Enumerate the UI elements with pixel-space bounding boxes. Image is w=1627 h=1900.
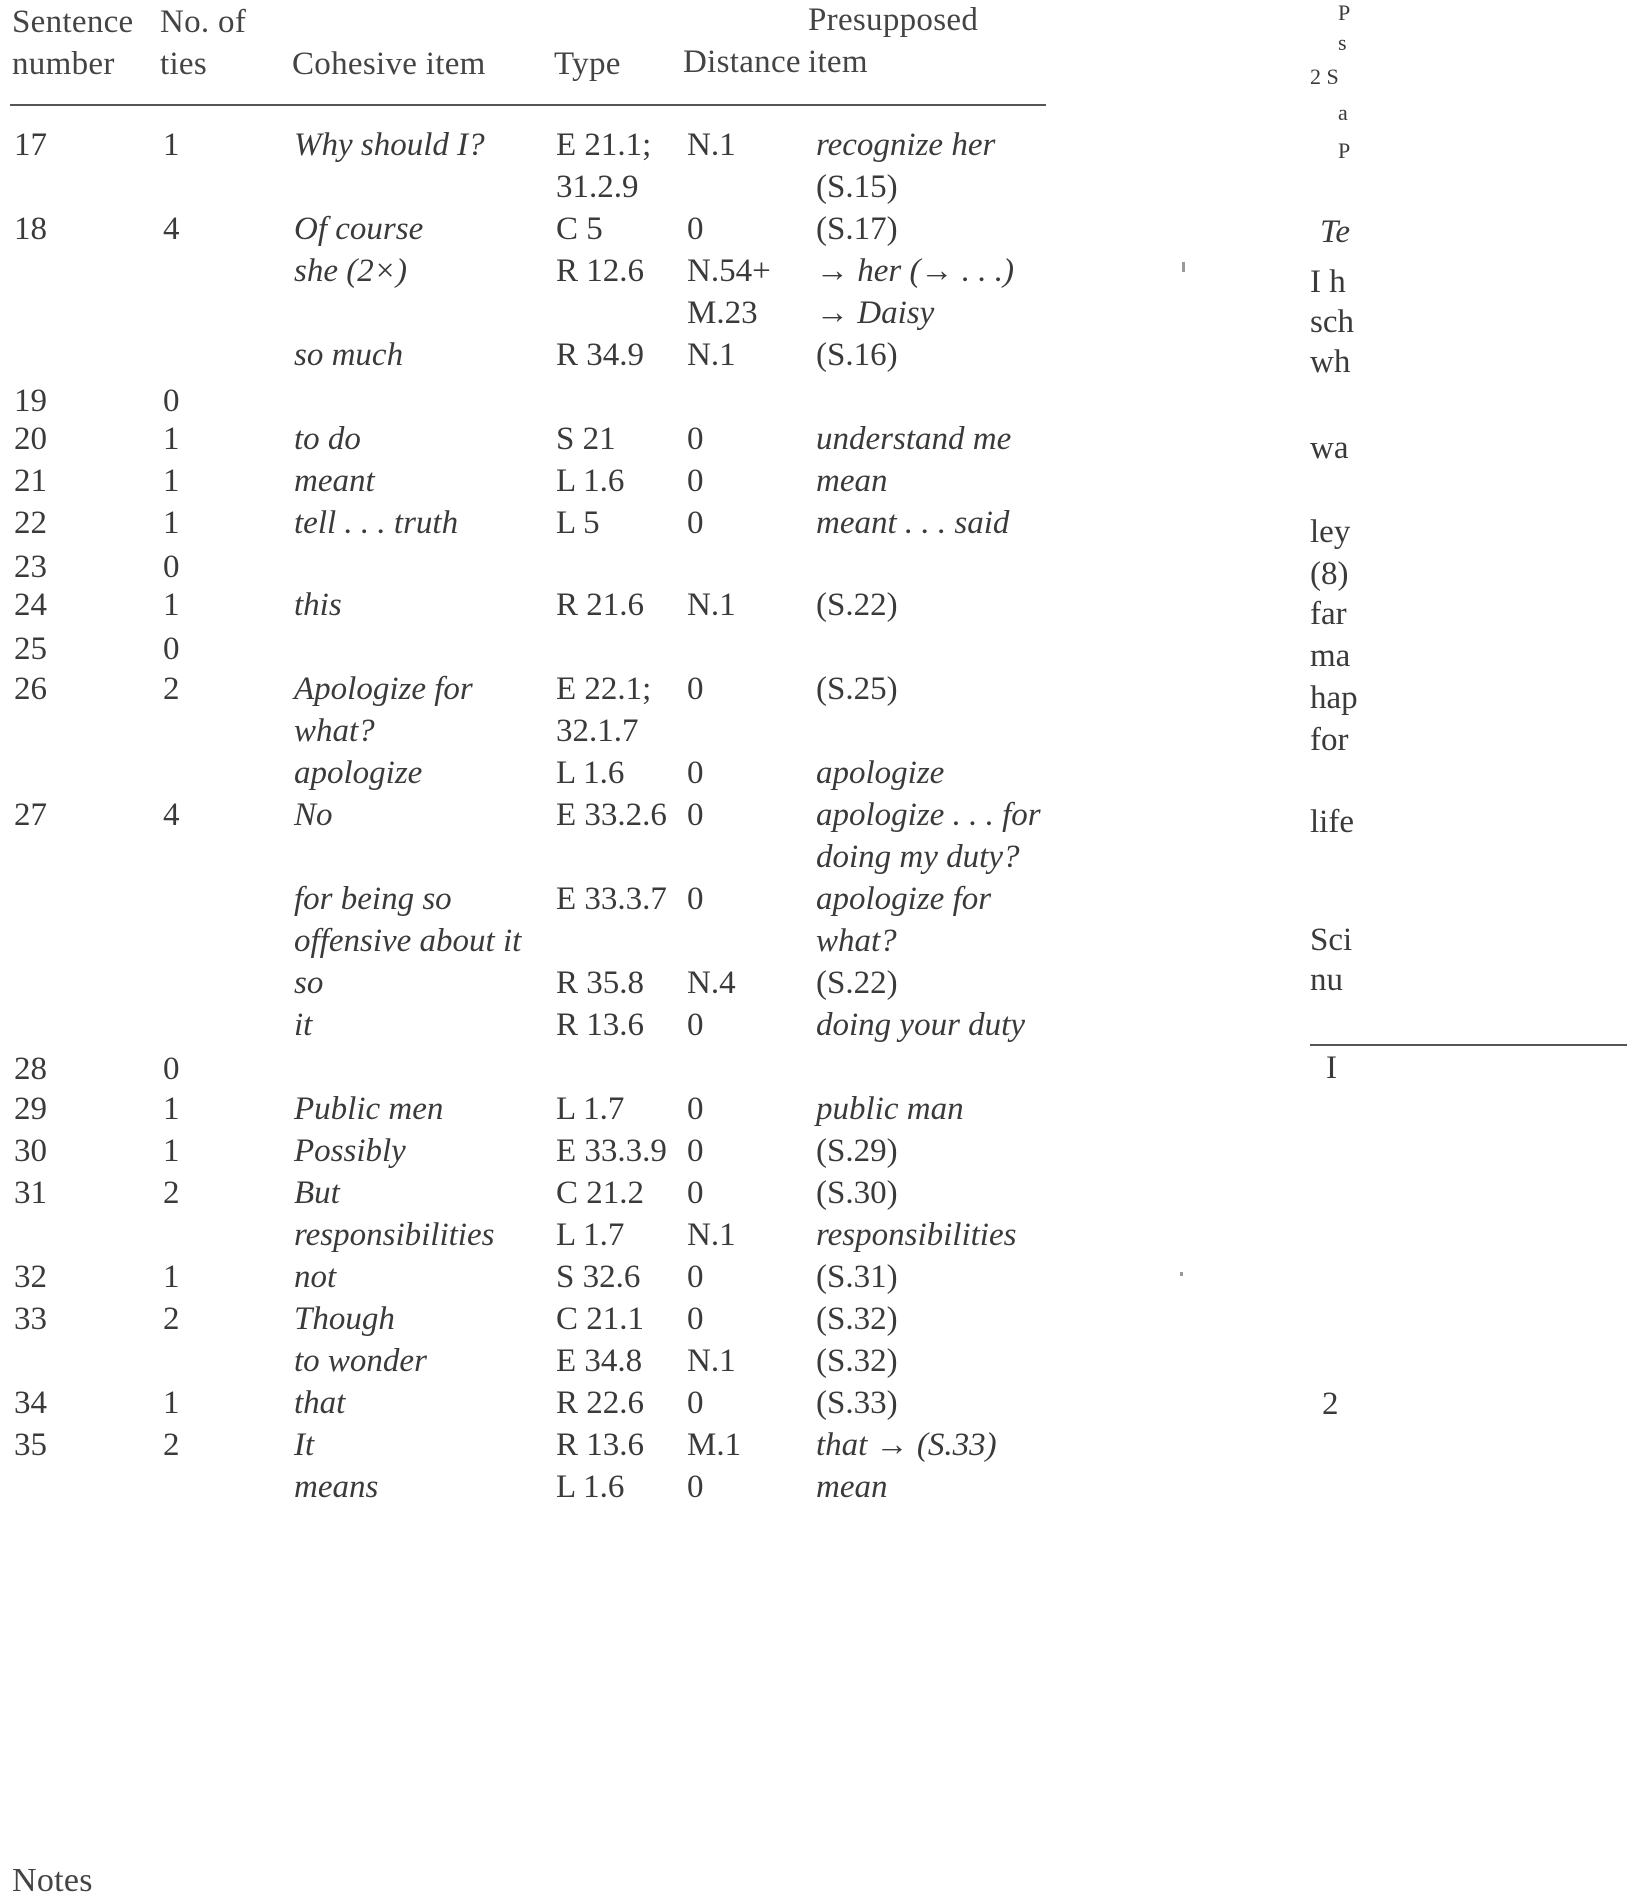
cell-cohesive-item: this [294, 587, 342, 623]
cell-presupposed-item: recognize her [816, 127, 996, 163]
cell-sentence-number: 35 [14, 1427, 47, 1463]
adjacent-page-text: sch [1310, 304, 1354, 340]
cell-type: E 33.3.9 [556, 1133, 667, 1169]
cell-type: E 33.3.7 [556, 881, 667, 917]
cell-cohesive-item: she (2×) [294, 253, 407, 289]
cell-distance: 0 [687, 1259, 704, 1295]
cell-presupposed-item: (S.30) [816, 1175, 898, 1211]
cell-cohesive-item: means [294, 1469, 379, 1505]
cell-type: L 1.7 [556, 1217, 625, 1253]
cell-presupposed-item: doing my duty? [816, 839, 1020, 875]
cell-type: E 34.8 [556, 1343, 643, 1379]
cell-presupposed-item: (S.29) [816, 1133, 898, 1169]
cell-sentence-number: 21 [14, 463, 47, 499]
cell-presupposed-item: (S.32) [816, 1301, 898, 1337]
cell-type: S 32.6 [556, 1259, 641, 1295]
cell-no-of-ties: 0 [163, 631, 180, 667]
cell-distance: 0 [687, 1175, 704, 1211]
adjacent-page-text: Te [1320, 214, 1350, 250]
cell-distance: 0 [687, 1007, 704, 1043]
cell-sentence-number: 17 [14, 127, 47, 163]
cell-sentence-number: 32 [14, 1259, 47, 1295]
cell-cohesive-item: No [294, 797, 333, 833]
cell-sentence-number: 28 [14, 1051, 47, 1087]
cell-cohesive-item: meant [294, 463, 375, 499]
cell-cohesive-item: responsibilities [294, 1217, 495, 1253]
cell-cohesive-item: so much [294, 337, 404, 373]
cell-type: R 12.6 [556, 253, 645, 289]
cell-cohesive-item: But [294, 1175, 340, 1211]
cell-type: L 1.6 [556, 1469, 625, 1505]
cell-no-of-ties: 1 [163, 421, 180, 457]
cell-no-of-ties: 4 [163, 211, 180, 247]
cell-distance: 0 [687, 505, 704, 541]
cell-distance: 0 [687, 211, 704, 247]
cell-cohesive-item: Of course [294, 211, 424, 247]
cell-type: S 21 [556, 421, 616, 457]
cell-type: R 35.8 [556, 965, 645, 1001]
cell-distance: M.23 [687, 295, 758, 331]
header-type: Type [554, 46, 621, 82]
cell-type: L 5 [556, 505, 600, 541]
cell-distance: N.1 [687, 1343, 736, 1379]
cell-type: E 33.2.6 [556, 797, 667, 833]
cell-presupposed-item: (S.15) [816, 169, 898, 205]
header-ties-2: ties [160, 46, 208, 82]
cell-sentence-number: 34 [14, 1385, 47, 1421]
cell-presupposed-item: (S.16) [816, 337, 898, 373]
cell-no-of-ties: 1 [163, 505, 180, 541]
cell-no-of-ties: 1 [163, 1385, 180, 1421]
cell-no-of-ties: 0 [163, 549, 180, 585]
cell-distance: 0 [687, 1133, 704, 1169]
cell-sentence-number: 31 [14, 1175, 47, 1211]
notes-heading: Notes [12, 1862, 93, 1899]
cell-type: R 21.6 [556, 587, 645, 623]
cell-distance: 0 [687, 463, 704, 499]
cell-sentence-number: 23 [14, 549, 47, 585]
cell-cohesive-item: for being so [294, 881, 452, 917]
cell-sentence-number: 26 [14, 671, 47, 707]
cell-type: C 21.2 [556, 1175, 645, 1211]
adjacent-page-text: a [1338, 100, 1348, 125]
adjacent-page-text: ma [1310, 638, 1351, 674]
cell-cohesive-item: to do [294, 421, 361, 457]
cell-presupposed-item: apologize . . . for [816, 797, 1041, 833]
adjacent-page-text: life [1310, 804, 1354, 840]
cell-cohesive-item: It [294, 1427, 315, 1463]
cell-distance: 0 [687, 1091, 704, 1127]
cell-distance: M.1 [687, 1427, 742, 1463]
cell-no-of-ties: 2 [163, 1175, 180, 1211]
cell-presupposed-item: responsibilities [816, 1217, 1017, 1253]
cell-cohesive-item: to wonder [294, 1343, 427, 1379]
cell-cohesive-item: so [294, 965, 324, 1001]
cell-cohesive-item: Apologize for [294, 671, 473, 707]
adjacent-page-rule [1310, 1044, 1627, 1046]
speck-mark [1180, 1272, 1183, 1276]
header-presupposed-1: Presupposed [808, 2, 979, 38]
cell-presupposed-item: apologize for [816, 881, 992, 917]
adjacent-page-text: Sci [1310, 922, 1353, 958]
cell-cohesive-item: offensive about it [294, 923, 522, 959]
cell-sentence-number: 27 [14, 797, 47, 833]
cell-cohesive-item: Public men [294, 1091, 444, 1127]
cell-cohesive-item: Possibly [294, 1133, 406, 1169]
cell-presupposed-item: mean [816, 1469, 888, 1505]
cell-distance: 0 [687, 1301, 704, 1337]
cell-distance: 0 [687, 797, 704, 833]
adjacent-page-text: wh [1310, 344, 1351, 380]
cell-sentence-number: 29 [14, 1091, 47, 1127]
cell-presupposed-item: public man [816, 1091, 964, 1127]
adjacent-page-text: for [1310, 722, 1349, 758]
adjacent-page-text: wa [1310, 430, 1349, 466]
cell-distance: N.4 [687, 965, 736, 1001]
cell-sentence-number: 19 [14, 383, 47, 419]
cell-sentence-number: 22 [14, 505, 47, 541]
cell-sentence-number: 20 [14, 421, 47, 457]
adjacent-page-text: I h [1310, 264, 1346, 300]
cell-distance: 0 [687, 1469, 704, 1505]
cell-no-of-ties: 0 [163, 383, 180, 419]
cell-cohesive-item: apologize [294, 755, 423, 791]
adjacent-page-text: I [1326, 1050, 1337, 1086]
cell-type: L 1.6 [556, 755, 625, 791]
adjacent-page-text: 2 S [1310, 64, 1339, 89]
adjacent-page-text: s [1338, 30, 1347, 55]
cell-type: L 1.6 [556, 463, 625, 499]
adjacent-page-text: P [1338, 0, 1351, 25]
cell-sentence-number: 24 [14, 587, 47, 623]
cell-presupposed-item: understand me [816, 421, 1012, 457]
cell-cohesive-item: not [294, 1259, 337, 1295]
cell-distance: N.1 [687, 127, 736, 163]
cell-distance: N.1 [687, 1217, 736, 1253]
cell-distance: N.54+ [687, 253, 771, 289]
cell-presupposed-item: (S.22) [816, 965, 898, 1001]
header-presupposed-2: item [808, 44, 868, 80]
cell-no-of-ties: 0 [163, 1051, 180, 1087]
cell-cohesive-item: that [294, 1385, 346, 1421]
cell-no-of-ties: 2 [163, 1427, 180, 1463]
cell-type: R 13.6 [556, 1427, 645, 1463]
cell-cohesive-item: Though [294, 1301, 395, 1337]
cell-type: L 1.7 [556, 1091, 625, 1127]
cell-distance: 0 [687, 421, 704, 457]
cell-type: 32.1.7 [556, 713, 639, 749]
cell-distance: 0 [687, 755, 704, 791]
adjacent-page-text: ley [1310, 514, 1351, 550]
cell-cohesive-item: tell . . . truth [294, 505, 459, 541]
cell-no-of-ties: 1 [163, 1133, 180, 1169]
cell-presupposed-item: (S.33) [816, 1385, 898, 1421]
cell-type: E 21.1; [556, 127, 652, 163]
header-distance: Distance [683, 44, 801, 80]
adjacent-page-text: (8) [1310, 556, 1349, 592]
cell-presupposed-item: (S.22) [816, 587, 898, 623]
cell-presupposed-item: (S.17) [816, 211, 898, 247]
cell-distance: N.1 [687, 587, 736, 623]
cell-distance: 0 [687, 1385, 704, 1421]
header-sentence-number-2: number [12, 46, 115, 82]
header-cohesive-item: Cohesive item [292, 46, 486, 82]
cell-type: R 13.6 [556, 1007, 645, 1043]
adjacent-page-text: hap [1310, 680, 1358, 716]
cell-no-of-ties: 1 [163, 1091, 180, 1127]
cell-presupposed-item: (S.25) [816, 671, 898, 707]
cell-type: 31.2.9 [556, 169, 639, 205]
header-sentence-number-1: Sentence [12, 4, 134, 40]
cell-no-of-ties: 1 [163, 1259, 180, 1295]
cell-presupposed-item: apologize [816, 755, 945, 791]
cell-presupposed-item: → Daisy [816, 295, 935, 331]
cell-distance: N.1 [687, 337, 736, 373]
cell-presupposed-item: (S.32) [816, 1343, 898, 1379]
cell-cohesive-item: it [294, 1007, 313, 1043]
header-ties-1: No. of [160, 4, 247, 40]
cell-sentence-number: 18 [14, 211, 47, 247]
adjacent-page-text: 2 [1322, 1386, 1339, 1422]
cell-distance: 0 [687, 881, 704, 917]
cell-no-of-ties: 2 [163, 671, 180, 707]
cell-presupposed-item: (S.31) [816, 1259, 898, 1295]
cell-no-of-ties: 2 [163, 1301, 180, 1337]
cell-cohesive-item: what? [294, 713, 375, 749]
cell-sentence-number: 25 [14, 631, 47, 667]
cell-distance: 0 [687, 671, 704, 707]
cell-no-of-ties: 1 [163, 127, 180, 163]
cell-sentence-number: 33 [14, 1301, 47, 1337]
speck-mark [1182, 262, 1185, 272]
cell-type: E 22.1; [556, 671, 652, 707]
cell-sentence-number: 30 [14, 1133, 47, 1169]
cell-no-of-ties: 1 [163, 587, 180, 623]
adjacent-page-text: far [1310, 596, 1347, 632]
cell-no-of-ties: 4 [163, 797, 180, 833]
cell-type: R 34.9 [556, 337, 645, 373]
cell-presupposed-item: mean [816, 463, 888, 499]
cell-type: C 21.1 [556, 1301, 645, 1337]
adjacent-page-text: P [1338, 138, 1351, 163]
cell-type: C 5 [556, 211, 603, 247]
cell-presupposed-item: what? [816, 923, 897, 959]
header-rule [10, 104, 1046, 106]
adjacent-page-text: nu [1310, 962, 1343, 998]
cell-type: R 22.6 [556, 1385, 645, 1421]
cell-cohesive-item: Why should I? [294, 127, 485, 163]
cell-presupposed-item: doing your duty [816, 1007, 1025, 1043]
cell-presupposed-item: → her (→ . . .) [816, 253, 1014, 289]
cell-no-of-ties: 1 [163, 463, 180, 499]
cell-presupposed-item: meant . . . said [816, 505, 1010, 541]
cell-presupposed-item: that → (S.33) [816, 1427, 997, 1463]
